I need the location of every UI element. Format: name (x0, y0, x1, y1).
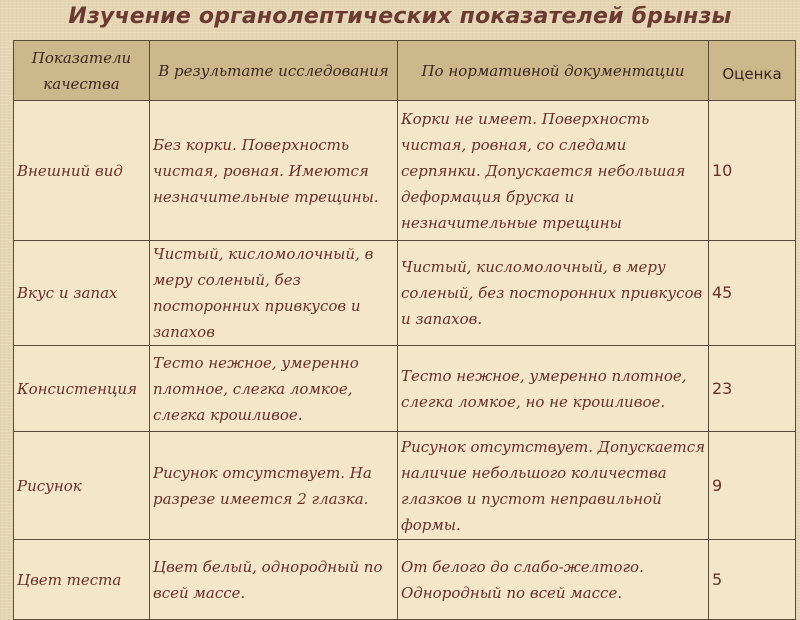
cell-indicator: Внешний вид (14, 101, 150, 241)
cell-result: Цвет белый, однородный по всей массе. (150, 540, 398, 620)
header-indicator: Показатели качества (14, 41, 150, 101)
cell-indicator: Вкус и запах (14, 241, 150, 346)
table-row (14, 432, 796, 540)
organoleptic-table (13, 40, 796, 620)
cell-indicator: Цвет теста (14, 540, 150, 620)
cell-norm: Тесто нежное, умеренно плотное, слегка ломкое, но не крошливое. (398, 346, 709, 432)
cell-indicator: Рисунок (14, 432, 150, 540)
cell-norm: Рисунок отсутствует. Допускается наличие небольшого количества глазков и пустот неправильной формы. (398, 432, 709, 540)
page-title: Изучение органолептических показателей брынзы (68, 4, 732, 29)
cell-score: 9 (709, 432, 796, 540)
table-header-row (14, 41, 796, 101)
cell-score: 5 (709, 540, 796, 620)
table-row (14, 540, 796, 620)
table-row (14, 241, 796, 346)
cell-result: Рисунок отсутствует. На разрезе имеется 2 глазка. (150, 432, 398, 540)
cell-score: 10 (709, 101, 796, 241)
cell-result: Тесто нежное, умеренно плотное, слегка ломкое, слегка крошливое. (150, 346, 398, 432)
header-norm: По нормативной документации (398, 41, 709, 101)
cell-norm: Корки не имеет. Поверхность чистая, ровная, со следами серпянки. Допускается небольшая деформация бруска и незначительные трещины (398, 101, 709, 241)
cell-result: Чистый, кисломолочный, в меру соленый, без посторонних привкусов и запахов (150, 241, 398, 346)
cell-norm: От белого до слабо-желтого. Однородный по всей массе. (398, 540, 709, 620)
cell-score: 23 (709, 346, 796, 432)
cell-norm: Чистый, кисломолочный, в меру соленый, без посторонних привкусов и запахов. (398, 241, 709, 346)
header-score: Оценка (709, 41, 796, 101)
table-row (14, 101, 796, 241)
header-result: В результате исследования (150, 41, 398, 101)
cell-score: 45 (709, 241, 796, 346)
table-row (14, 346, 796, 432)
cell-indicator: Консистенция (14, 346, 150, 432)
cell-result: Без корки. Поверхность чистая, ровная. Имеются незначительные трещины. (150, 101, 398, 241)
